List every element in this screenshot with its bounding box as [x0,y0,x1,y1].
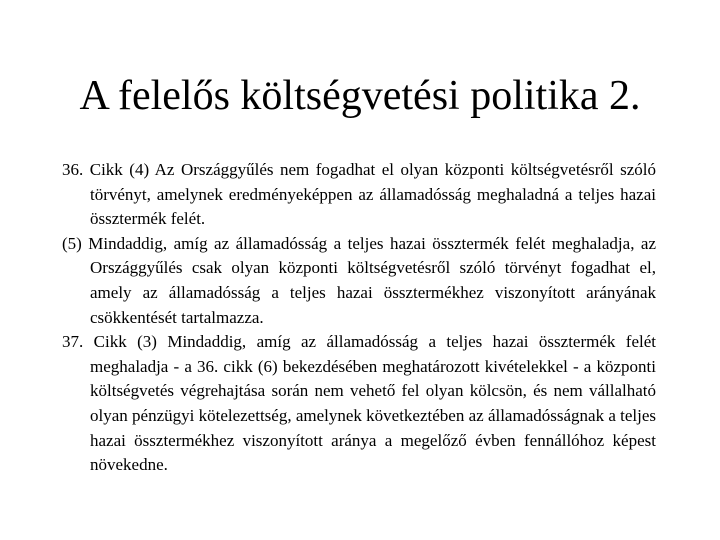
paragraph-article-36-4: 36. Cikk (4) Az Országgyűlés nem fogadhat el olyan központi költségvetésről szóló törvényt, amelynek eredményeképpen az államadósság meghaladná a teljes hazai össztermék felét. [62,160,656,229]
paragraph-article-36-5: (5) Mindaddig, amíg az államadósság a teljes hazai össztermék felét meghaladja, az Országgyűlés csak olyan központi költségvetésről szóló törvényt fogadhat el, amely az államadósság a teljes hazai össztermékhez viszonyított arányának csökkentését tartalmazza. [62,233,656,327]
paragraph-article-37-3: 37. Cikk (3) Mindaddig, amíg az államadósság a teljes hazai össztermék felét meghaladja - a 36. cikk (6) bekezdésében meghatározott kivételekkel - a központi költségvetés végrehajtása során nem vehető fel olyan kölcsön, és nem vállalható olyan pénzügyi kötelezettség, amelynek következtében az államadósságnak a teljes hazai össztermékhez viszonyított aránya a megelőző évben fennállóhoz képest növekedne. [62,332,656,475]
slide-body [62,158,656,478]
slide-title: A felelős költségvetési politika 2. [79,73,641,119]
